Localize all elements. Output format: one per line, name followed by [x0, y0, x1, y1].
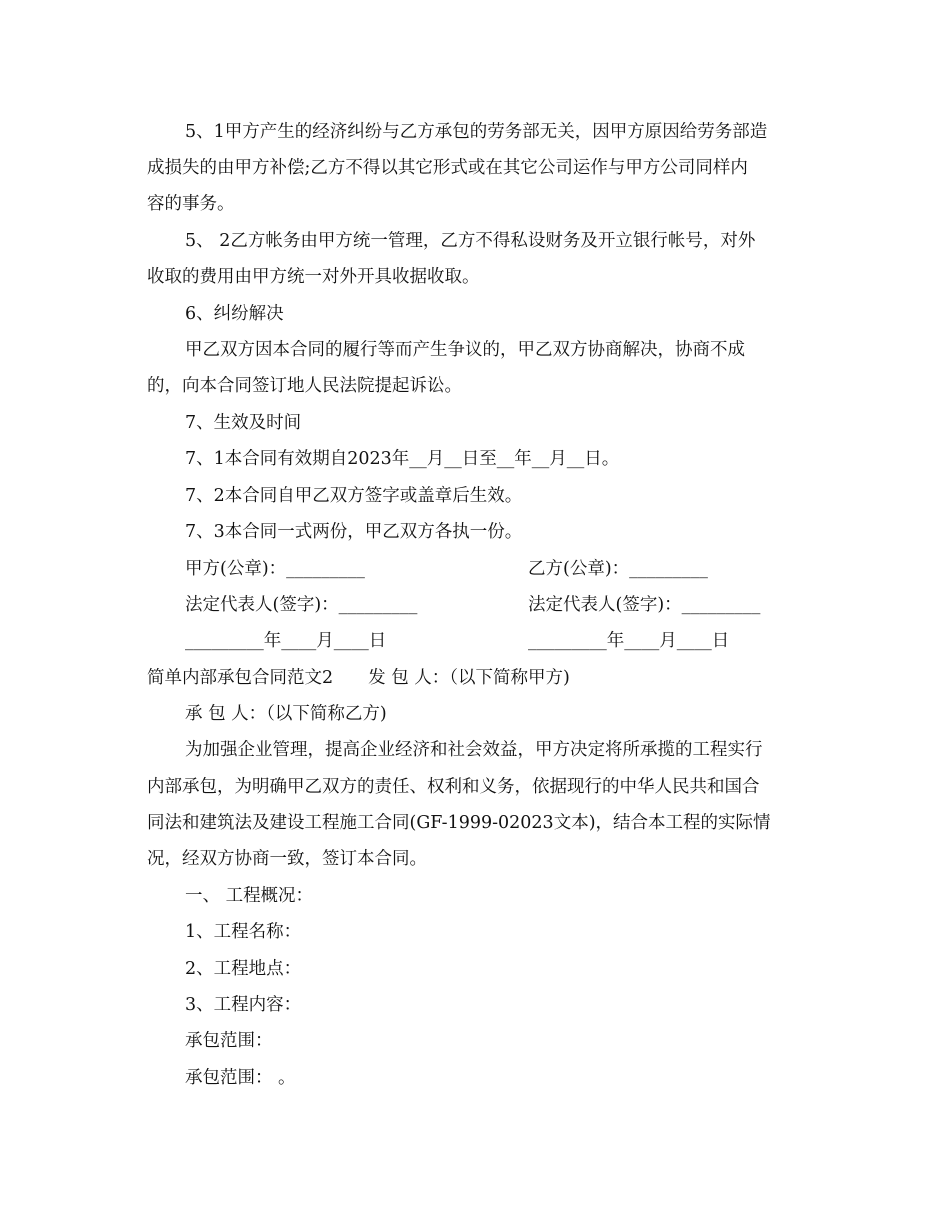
list-item: 3、工程内容：: [185, 995, 302, 1015]
paragraph-line: 收取的费用由甲方统一对外开具收据收取。: [147, 267, 480, 287]
party-b-date: _________年____月____日: [528, 631, 730, 651]
section-heading: 7、生效及时间: [185, 413, 302, 433]
paragraph-line: 7、3本合同一式两份，甲乙双方各执一份。: [185, 522, 523, 542]
list-item: 承包范围：: [185, 1031, 273, 1051]
paragraph-line: 承 包 人：（以下简称乙方): [185, 704, 387, 724]
list-item: 2、工程地点：: [185, 959, 302, 979]
paragraph-line: 5、1甲方产生的经济纠纷与乙方承包的劳务部无关，因甲方原因给劳务部造: [185, 122, 768, 142]
paragraph-line: 成损失的由甲方补偿;乙方不得以其它形式或在其它公司运作与甲方公司同样内: [147, 158, 748, 178]
contract-title-line: 简单内部承包合同范文2 发 包 人：（以下简称甲方): [147, 668, 570, 688]
paragraph-line: 同法和建筑法及建设工程施工合同(GF-1999-02023文本)，结合本工程的实际情: [147, 813, 771, 833]
paragraph-line: 7、1本合同有效期自2023年__月__日至__年__月__日。: [185, 449, 620, 469]
party-b-seal: 乙方(公章)：_________: [528, 559, 708, 579]
paragraph-line: 容的事务。: [147, 194, 235, 214]
party-b-representative: 法定代表人(签字)：_________: [528, 595, 761, 615]
paragraph-line: 的，向本合同签订地人民法院提起诉讼。: [147, 376, 462, 396]
paragraph-line: 内部承包，为明确甲乙双方的责任、权利和义务，依据现行的中华人民共和国合: [147, 777, 760, 797]
paragraph-line: 甲乙双方因本合同的履行等而产生争议的，甲乙双方协商解决，协商不成: [185, 340, 745, 360]
list-item: 承包范围： 。: [185, 1068, 296, 1088]
party-a-date: _________年____月____日: [185, 631, 387, 651]
paragraph-line: 5、 2乙方帐务由甲方统一管理，乙方不得私设财务及开立银行帐号，对外: [185, 231, 756, 251]
party-a-representative: 法定代表人(签字)：_________: [185, 595, 418, 615]
section-heading: 一、 工程概况：: [185, 886, 314, 906]
party-a-seal: 甲方(公章)：_________: [185, 559, 365, 579]
section-heading: 6、纠纷解决: [185, 304, 284, 324]
paragraph-line: 为加强企业管理，提高企业经济和社会效益，甲方决定将所承揽的工程实行: [185, 740, 763, 760]
paragraph-line: 况，经双方协商一致，签订本合同。: [147, 849, 427, 869]
paragraph-line: 7、2本合同自甲乙双方签字或盖章后生效。: [185, 486, 523, 506]
list-item: 1、工程名称：: [185, 922, 302, 942]
